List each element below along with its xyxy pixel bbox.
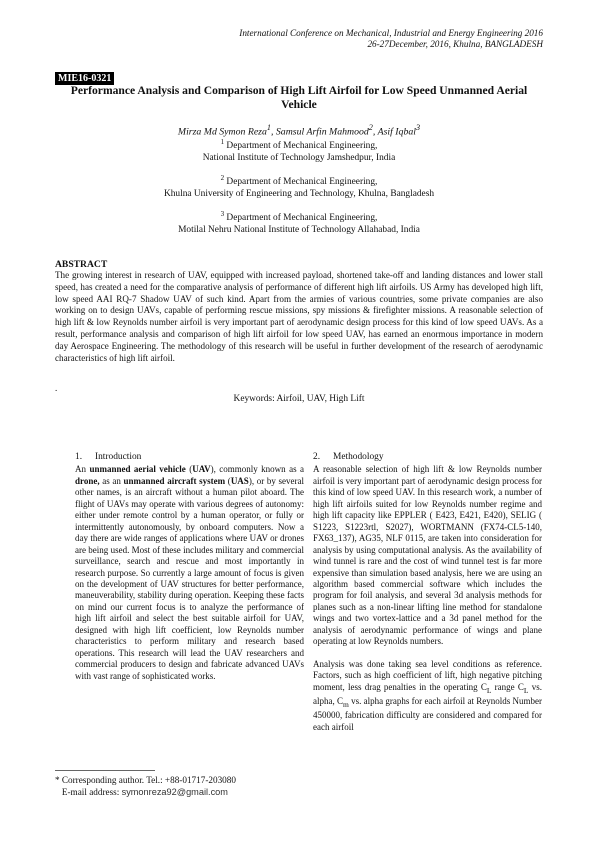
paper-title: Performance Analysis and Comparison of High Lift Airfoil for Low Speed Unmanned Aerial Vehicle [70,84,528,111]
affiliation-dept: Department of Mechanical Engineering, [226,213,378,224]
author-sup: 2 [368,123,373,132]
affiliation-2 [55,173,543,200]
methodology-paragraph-2: Analysis was done taking sea level conditions as reference. Factors, such as high coefficient of lift, high negative pitching moment, less drag penalties in the operating $C_L$ range $C_L$ vs. alpha, $C_m$ vs. alpha graphs for each airfoil at Reynolds Number 450000, fabrication difficulty are considered and compared for each airfoil [313,658,542,732]
footnote-divider [55,770,155,771]
conference-header [239,28,543,50]
affiliation-inst: National Institute of Technology Jamshedpur, India [202,152,396,163]
footnote [55,775,236,798]
author-sup: 1 [266,123,271,132]
methodology-paragraph-1: A reasonable selection of high lift & low Reynolds number airfoil is very important part of aerodynamic design process for this kind of low speed UAV. In this research work, a number of high lift airfoils suited for low Reynolds number regime and high lift capacity like EPPLER ( E423, E421, E420), SELIG ( S1223, S1223rtl, S2027), WORTMANN (FX74-CL5-140, FX63_137), AG35, NLF 0115, are taken into consideration for analysis by using computational analysis. As the availability of wind tunnel is rare and the cost of wind tunnel test is far more expensive than simulation based analysis, here we are using an algorithm based commercial software which includes the program for foil analysis, and several 3d analysis methods for planes such as a non-linear lifting line method for standalone wings and two vortex-lattice and a 3d panel method for the analysis of aerodynamic performance of wings and plane operating at low Reynolds numbers. [313,464,542,647]
corresponding-author: * Corresponding author. Tel.: +88-01717-203080 [55,775,236,785]
affiliation-inst: Khulna University of Engineering and Technology, Khulna, Bangladesh [163,188,435,199]
abstract-text: The growing interest in research of UAV, equipped with increased payload, shortened take-off and landing distances and lower stall speed, has created a need for the comparative analysis of performance of different high lift airfoils. US Army has developed high lift, low speed AAI RQ-7 Shadow UAV of such kind. Apart from the armies of various countries, some private companies are also working on to design UAVs, capable of performing rescue missions, spy missions & firefighter missions. A reasonable selection of high lift & low Reynolds number airfoil is very important part of aerodynamic design process for this kind of low speed UAVs. As a result, performance analysis and comparison of high lift airfoil for low speed UAV, has earned an enormous importance in modern day Aerospace Engineering. The methodology of this research will be useful in further development of the research of aerodynamic characteristics of high lift airfoil. [55,270,543,363]
author-name: Mirza Md Symon Reza [177,126,267,138]
author-name: Asif Iqbal [377,126,416,138]
introduction-section [75,452,304,682]
keywords: Keywords: Airfoil, UAV, High Lift [233,394,365,404]
email-label: E-mail address: [61,786,122,797]
affiliation-dept: Department of Mechanical Engineering, [226,141,378,152]
author-sup: 3 [415,123,421,132]
section-number: 1. [75,452,83,462]
abstract-heading: ABSTRACT [55,259,108,270]
section-heading [313,452,542,463]
section-number: 2. [313,452,321,462]
affiliation-dept: Department of Mechanical Engineering, [226,177,378,188]
section-heading [75,452,304,463]
section-title: Methodology [333,452,384,462]
intro-paragraph: An unmanned aerial vehicle (UAV), commonly known as a drone, as an unmanned aircraft system (UAS), or by several other names, is an aircraft without a human pilot aboard. The flight of UAVs may operate with various degrees of autonomy: either under remote control by a human operator, or fully or intermittently autonomously, by onboard computers. Now a day there are wide ranges of applications where UAV or drones are being used. Most of these includes military and commercial surveillance, search and rescue and most importantly in research purpose. So currently a large amount of focus is given on the development of UAV structures for better performance, maneuverability, stability during operation. Keeping these facts on mind our current focus is to analyze the performance of high lift airfoil and select the best suitable airfoil for UAV, designed with high lift coefficient, low Reynolds number characteristics to perform military and research based operations. This research will lead the UAV researchers and commercial producers to design and fabricate advanced UAVs with vast range of sophisticated works. [75,464,305,681]
paper-id-badge: MIE16-0321 [55,72,114,85]
affiliation-sup: 3 [220,210,225,218]
conference-name: International Conference on Mechanical, Industrial and Energy Engineering 2016 [239,28,543,38]
affiliation-sup: 2 [220,174,225,182]
methodology-section [313,452,542,733]
affiliation-3 [55,209,543,236]
author-list: Mirza Md Symon Reza$^1$, Samsul Arfin Mahmood$^2$, Asif Iqbal$^3$ [177,123,421,138]
email-link[interactable]: symonreza92@gmail.com [121,786,228,797]
section-title: Introduction [95,452,142,462]
abstract-dot: . [55,383,58,393]
author-name: Samsul Arfin Mahmood [275,126,369,138]
affiliation-1 [55,137,543,164]
affiliation-sup: 1 [220,138,225,146]
affiliation-inst: Motilal Nehru National Institute of Technology Allahabad, India [178,224,420,235]
conference-date-place: 26-27December, 2016, Khulna, BANGLADESH [367,39,543,49]
